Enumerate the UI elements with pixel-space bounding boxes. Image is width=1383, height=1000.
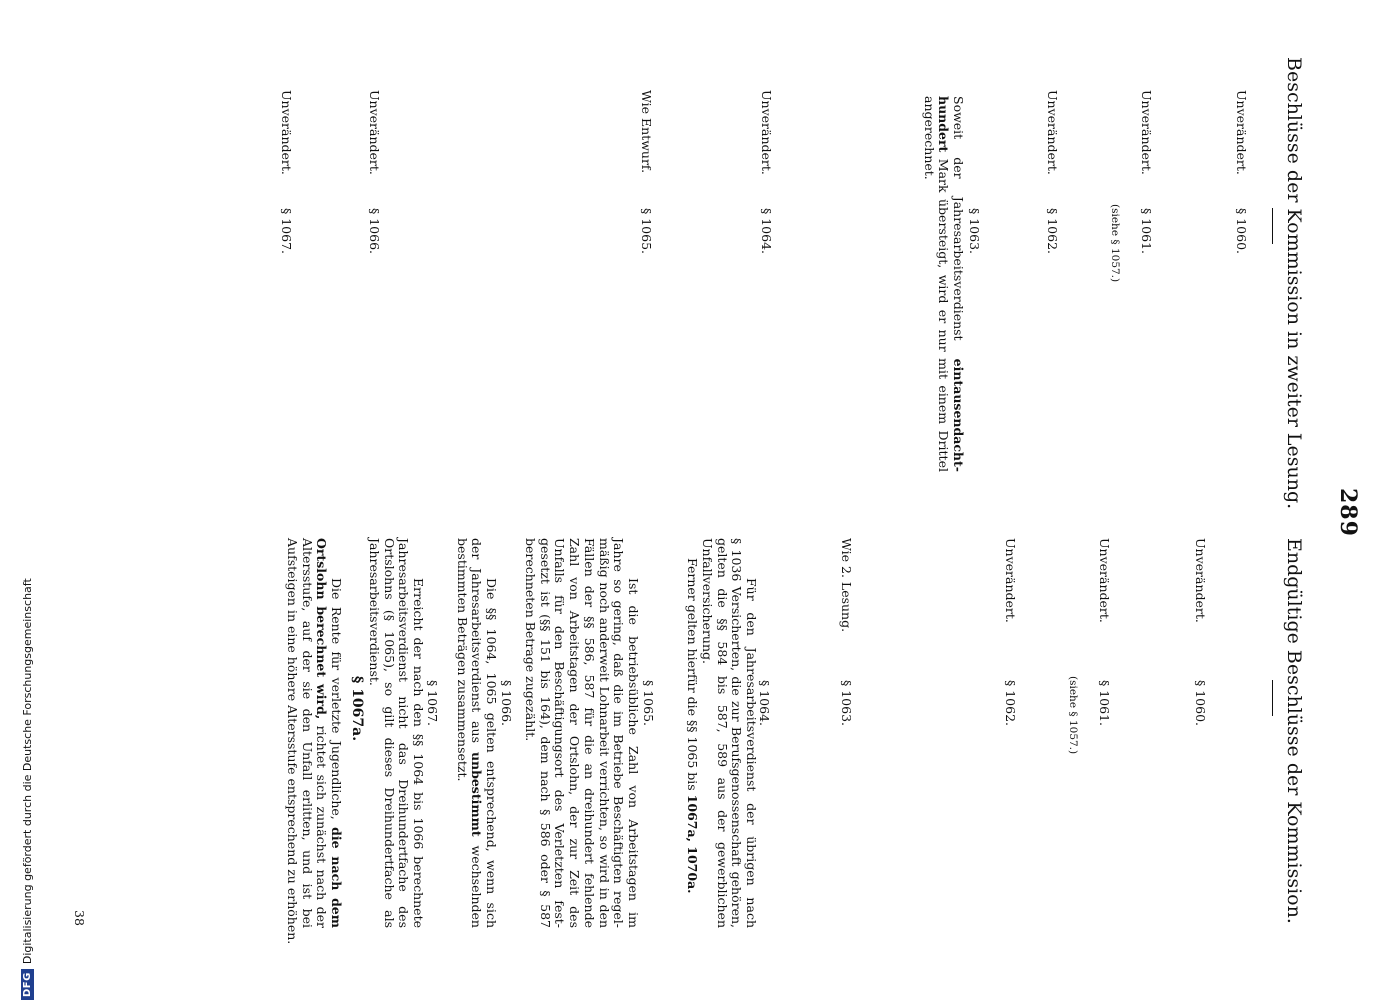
right-1061-section: § 1061. (1097, 680, 1112, 727)
left-1062-section: § 1062. (1045, 208, 1060, 255)
left-1065-text: Wie Entwurf. (639, 90, 654, 174)
right-1067a-line-4: Aufsteigen in eine höhere Altersstufe entsprechend zu erhöhen. (284, 538, 300, 945)
right-1065-line-8: berechneten Betrage zugezählt. (523, 538, 539, 742)
right-1065-section: § 1065. (641, 680, 656, 727)
left-1063-section: § 1063. (967, 208, 982, 255)
digitization-footer (17, 0, 37, 1000)
left-1060-section: § 1060. (1234, 208, 1249, 255)
right-1064-line-5: Ferner gelten hierfür die §§ 1065 bis 1067a, 1070a. (685, 558, 701, 894)
right-1066-line-2: der Jahresarbeitsverdienst aus unbestimmt wechselnden (469, 538, 485, 928)
right-1064-line-1: Für den Jahresarbeitsverdienst der übrigen nach (744, 578, 759, 928)
right-1065-line-2: Jahre so gering, daß die im Betriebe Beschäftigten regel- (611, 538, 627, 928)
right-1065-paragraph (522, 538, 640, 928)
right-1066-section: § 1066. (499, 680, 514, 727)
right-1067a-line-2: Ortslohn berechnet wird, richtet sich zunächst nach der (314, 538, 330, 928)
left-column-heading: Beschlüsse der Kommission in zweiter Lesung. (1283, 57, 1305, 510)
left-1066-section: § 1066. (367, 208, 382, 255)
right-1066-line-1: Die §§ 1064, 1065 gelten entsprechend, wenn sich (484, 578, 499, 928)
right-1064-line-3: gelten die §§ 584 bis 587, 589 aus der gewerblichen (714, 538, 730, 928)
right-1065-line-5: Zahl von Arbeitstagen der Ortslohn, der zur Zeit des (567, 538, 583, 928)
left-1061-section: § 1061. (1139, 208, 1154, 255)
left-1064-text: Unverändert. (759, 90, 774, 175)
left-1065-section: § 1065. (639, 208, 654, 255)
dfg-logo: DFG (21, 969, 34, 1000)
left-1063-line-2: hundert Mark übersteigt, wird er nur mit einem Drittel (936, 96, 952, 472)
right-1061-note: (siehe § 1057.) (1067, 676, 1079, 755)
right-1067-line-3: Ortslohns (§ 1065), so gilt dieses Dreihundertfache als (381, 538, 397, 928)
left-1060-text: Unverändert. (1234, 90, 1249, 175)
right-1060-text: Unverändert. (1193, 538, 1208, 623)
left-1061-text: Unverändert. (1139, 90, 1154, 175)
right-1066-line-3: bestimmten Beträgen zusammensetzt. (454, 538, 470, 782)
left-1062-text: Unverändert. (1045, 90, 1060, 175)
right-1067-line-4: Jahresarbeitsverdienst. (366, 538, 382, 686)
right-1063-text: Wie 2. Lesung. (839, 538, 854, 633)
right-1067a-paragraph (284, 538, 344, 945)
right-1061-text: Unverändert. (1097, 538, 1112, 623)
right-1064-paragraph (684, 538, 758, 928)
right-1062-text: Unverändert. (1003, 538, 1018, 623)
right-1065-line-3: mäßig noch anderweit Lohnarbeit verrichten, so wird in den (596, 538, 612, 928)
right-heading-rule (1272, 680, 1273, 716)
left-1064-section: § 1064. (759, 208, 774, 255)
right-1060-section: § 1060. (1193, 680, 1208, 727)
right-1065-line-7: gesetzt ist (§§ 151 bis 164), dem nach § 586 oder § 587 (537, 538, 553, 928)
right-1067a-section: § 1067a. (349, 676, 365, 742)
left-1061-note: (siehe § 1057.) (1109, 204, 1121, 283)
right-1067-line-2: Jahresarbeitsverdienst nicht das Dreihundertfache des (396, 538, 412, 928)
right-1062-section: § 1062. (1003, 680, 1018, 727)
left-1067-text: Unverändert. (279, 90, 294, 175)
signature-mark: 38 (72, 910, 87, 926)
right-1065-line-4: Fällen der §§ 586, 587 für die an dreihundert fehlende (581, 538, 597, 928)
left-heading-rule (1272, 208, 1273, 244)
left-1063-line-1: Soweit der Jahresarbeitsverdienst eintausendacht- (951, 96, 966, 472)
right-1064-section: § 1064. (757, 680, 772, 727)
left-1066-text: Unverändert. (367, 90, 382, 175)
right-1067-paragraph (366, 538, 425, 928)
right-1067-section: § 1067. (425, 680, 440, 727)
right-1064-line-4: Unfallversicherung. (699, 538, 715, 665)
right-1065-line-1: Ist die betriebsübliche Zahl von Arbeitstagen im (626, 578, 641, 928)
right-1063-section: § 1063. (839, 680, 854, 727)
page-number: 289 (1335, 488, 1361, 537)
right-1066-paragraph (454, 538, 498, 928)
footer-text: Digitalisierung gefördert durch die Deutsche Forschungsgemeinschaft (20, 578, 34, 965)
left-1063-paragraph (921, 96, 965, 472)
right-1064-line-2: § 1036 Versicherten, die zur Berufsgenossenschaft gehören, (729, 538, 745, 928)
right-1067-line-1: Erreicht der nach den §§ 1064 bis 1066 berechnete (411, 578, 426, 928)
right-column-heading: Endgültige Beschlüsse der Kommission. (1283, 538, 1305, 924)
right-1067a-line-1: Die Rente für verletzte Jugendliche, die nach dem (329, 578, 344, 928)
right-1065-line-6: Unfalls für den Beschäftigungsort des Verletzten fest- (552, 538, 568, 928)
left-1067-section: § 1067. (279, 208, 294, 255)
left-1063-line-3: angerechnet. (921, 96, 937, 180)
right-1067a-line-3: Altersstufe, auf der sie den Unfall erlitten, und ist bei (299, 538, 315, 928)
